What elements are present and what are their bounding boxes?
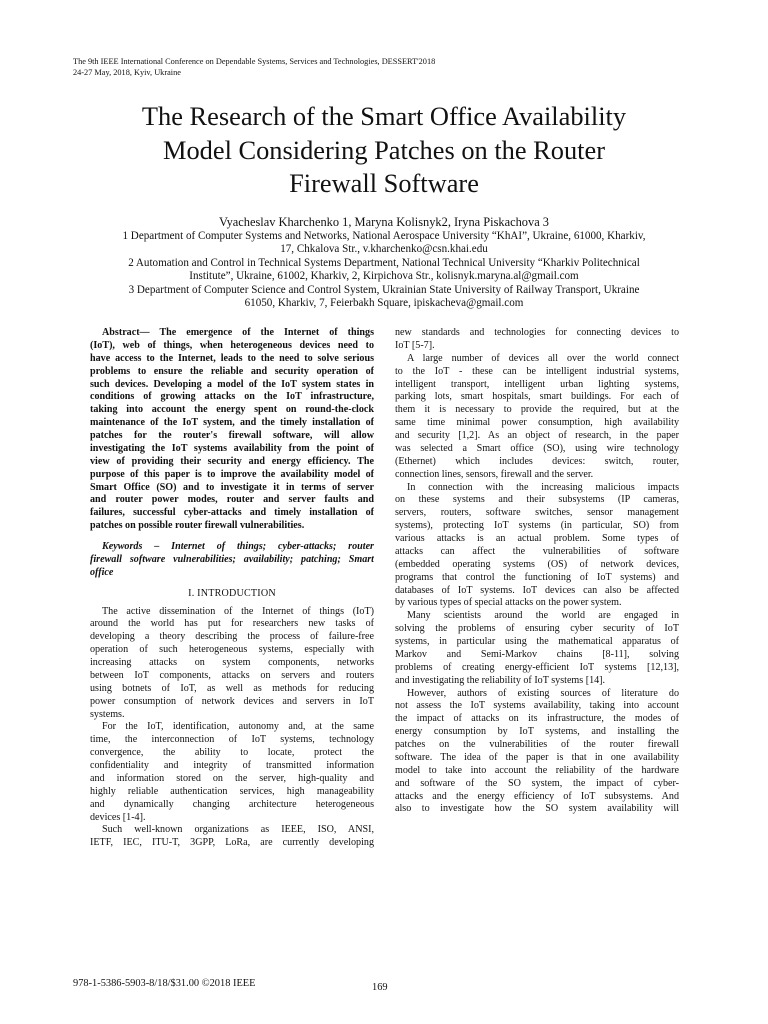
body-line: same time minimal power consumption, high availability: [395, 417, 679, 429]
body-line: and information stored on the server, high-quality and: [90, 772, 374, 784]
body-line: However, authors of existing sources of literature do: [407, 687, 679, 699]
body-line: databases of IoT systems. IoT devices can also be affected: [395, 584, 679, 596]
body-line: Such well-known organizations as IEEE, ISO, ANSI,: [102, 824, 374, 836]
conference-date-location: 24-27 May, 2018, Kyiv, Ukraine: [73, 67, 181, 77]
body-line: increasing attacks on system components, networks: [90, 657, 374, 668]
abstract-line: conditions of growing attacks on the IoT infrastructure,: [90, 391, 374, 403]
body-line: connection lines, sensors, firewall and the server.: [395, 468, 594, 480]
body-line: new standards and technologies for connecting devices to: [395, 327, 679, 338]
keywords: [90, 541, 374, 580]
body-line: and software of the SO system, the impact of cyber-: [395, 777, 679, 789]
body-line: In connection with the increasing malicious impacts: [407, 481, 679, 493]
title-line: Firewall Software: [289, 168, 479, 198]
affiliation-line: 3 Department of Computer Science and Control System, Ukrainian State University of Railway Transport, Ukraine: [128, 283, 640, 296]
body-line: various attacks is an actual problem. Some types of: [395, 533, 679, 544]
body-line: to the IoT - these can be intelligent industrial systems,: [395, 365, 679, 377]
body-text: [395, 327, 679, 816]
body-line: was selected a Smart office (SO), using wire technology: [395, 442, 679, 454]
body-text: [90, 606, 374, 851]
body-line: confidentiality and integrity of transmitted information: [90, 760, 374, 771]
title-line: Model Considering Patches on the Router: [163, 134, 605, 165]
body-line: systems), protecting IoT systems (in particular, SO) from: [395, 520, 679, 532]
body-line: between IoT components, attacks on servers and routers: [90, 669, 374, 681]
abstract-line: problems to ensure the reliable and security operation of: [90, 365, 374, 377]
affiliation-line: 1 Department of Computer Systems and Networks, National Aerospace University “KhAI”, Ukraine, 61000, Kharkiv,: [122, 230, 646, 242]
body-line: attacks and the energy efficiency of IoT subsystems. And: [395, 790, 679, 802]
body-line: the impact of attacks on its infrastructure, the modes of: [395, 713, 679, 725]
abstract-line: failures, successful cyber-attacks and timely installation of: [90, 507, 374, 519]
body-line: convergence, the ability to locate, protect the: [90, 747, 374, 759]
body-line: power consumption of network devices and servers in IoT: [90, 695, 374, 707]
affiliation-line: 17, Chkalova Str., v.kharchenko@csn.khai.edu: [280, 243, 488, 256]
body-line: systems.: [90, 708, 125, 720]
abstract-line: Abstract— The emergence of the Internet of things: [102, 327, 374, 338]
body-line: time, the interconnection of IoT systems, technology: [90, 734, 374, 746]
abstract-line: Smart Office (SO) and to investigate it in terms of server: [90, 481, 374, 493]
abstract-line: have access to the Internet, leads to the need to solve serious: [90, 352, 374, 364]
body-line: (Ethernet) which includes devices: switch, router,: [395, 455, 679, 467]
conference-header: [73, 57, 693, 78]
abstract-line: patches for the router's firewall software, will allow: [90, 430, 374, 441]
body-line: developing a theory describing the process of failure-free: [90, 631, 374, 643]
body-line: Markov and Semi-Markov chains [8-11], solving: [395, 648, 679, 660]
body-line: A large number of devices all over the world connect: [407, 352, 679, 364]
title-line: The Research of the Smart Office Availability: [141, 101, 627, 131]
keywords-line: Keywords – Internet of things; cyber-attacks; router: [102, 541, 374, 552]
affiliation-line: 61050, Kharkiv, 7, Feierbakh Square, ipiskacheva@gmail.com: [244, 297, 524, 310]
body-line: not assess the IoT systems availability, taking into account: [395, 700, 679, 712]
section-heading: I. INTRODUCTION: [188, 587, 276, 599]
abstract-line: and router power modes, router and server faults and: [90, 494, 374, 506]
abstract: [90, 327, 374, 533]
body-line: on these systems and their subsystems (IP cameras,: [395, 494, 679, 506]
body-line: software. The idea of the paper is that in one availability: [395, 751, 679, 763]
body-line: systems, in particular using the mathematical apparatus of: [395, 636, 679, 647]
body-line: For the IoT, identification, autonomy and, at the same: [102, 721, 374, 733]
author-block: [50, 214, 718, 310]
body-line: servers, routers, software switches, sensor management: [395, 507, 679, 519]
body-line: and dynamically changing architecture heterogeneous: [90, 798, 374, 810]
body-line: (embedded operating systems (OS) of network devices,: [395, 558, 679, 570]
abstract-line: purpose of this paper is to improve the availability model of: [90, 468, 374, 480]
right-column: [395, 327, 679, 816]
page-number: 169: [372, 982, 388, 993]
body-line: programs that control the functioning of IoT systems) and: [395, 571, 679, 583]
body-line: using botnets of IoT, as well as methods for reducing: [90, 682, 374, 694]
conference-name: The 9th IEEE International Conference on Dependable Systems, Services and Technologies, DESSERT'2018: [73, 57, 436, 66]
body-line: devices [1-4].: [90, 811, 146, 823]
body-line: attacks can affect the vulnerabilities of software: [395, 545, 679, 557]
abstract-line: maintenance of the IoT system, and the timely installation of: [90, 417, 374, 429]
body-line: by various types of special attacks on the power system.: [395, 597, 622, 609]
author-names: Vyacheslav Kharchenko 1, Maryna Kolisnyk2, Iryna Piskachova 3: [219, 215, 549, 229]
left-column: [90, 327, 374, 850]
body-line: energy consumption by IoT systems, and installing the: [395, 726, 679, 738]
body-line: patches on the vulnerabilities of the router firewall: [395, 739, 679, 750]
abstract-line: investigating the IoT systems availability from the point of: [90, 442, 374, 454]
body-line: The active dissemination of the Internet of things (IoT): [102, 605, 374, 617]
body-line: solving the problems of ensuring cyber security of IoT: [395, 623, 679, 635]
body-line: intelligent transport, intelligent urban lighting systems,: [395, 378, 679, 390]
abstract-line: taking into account the energy spent on round-the-clock: [90, 404, 374, 416]
affiliation-line: 2 Automation and Control in Technical Systems Department, National Technical University “Kharkiv Politechnical: [128, 256, 640, 269]
body-line: and security [1,2]. As an object of research, in the paper: [395, 430, 679, 441]
abstract-line: such devices. Developing a model of the IoT system states in: [90, 378, 374, 390]
abstract-line: patches on possible router firewall vulnerabilities.: [90, 520, 305, 532]
body-line: problems of creating energy-efficient IoT systems [12,13],: [395, 661, 679, 673]
abstract-line: (IoT), web of things, when heterogeneous devices need to: [90, 339, 374, 351]
body-line: model to take into account the reliability of the hardware: [395, 764, 679, 776]
body-line: operation of such heterogeneous systems, especially with: [90, 644, 374, 656]
body-line: IoT [5-7].: [395, 339, 435, 351]
footer-isbn: 978-1-5386-5903-8/18/$31.00 ©2018 IEEE: [73, 978, 256, 989]
abstract-line: view of providing their security and energy efficiency. The: [90, 455, 374, 467]
paper-title: [40, 100, 728, 201]
body-line: parking lots, smart hospitals, smart buildings. For each of: [395, 391, 679, 403]
body-line: Many scientists around the world are engaged in: [407, 610, 679, 622]
body-line: them it is necessary to provide the required, but at the: [395, 404, 679, 416]
body-line: and investigating the reliability of IoT systems [14].: [395, 674, 606, 686]
keywords-line: office: [90, 566, 114, 578]
body-line: highly reliable authentication services, high manageability: [90, 785, 374, 797]
body-line: IETF, IEC, ITU-T, 3GPP, LoRa, are currently developing: [90, 837, 374, 849]
body-line: around the world has put for researchers new tasks of: [90, 618, 374, 630]
body-line: also to investigate how the SO system availability will: [395, 803, 679, 815]
affiliation-line: Institute”, Ukraine, 61002, Kharkiv, 2, Kirpichova Str., kolisnyk.maryna.al@gmail.com: [189, 270, 579, 283]
keywords-line: firewall software vulnerabilities; availability; patching; Smart: [90, 553, 374, 565]
